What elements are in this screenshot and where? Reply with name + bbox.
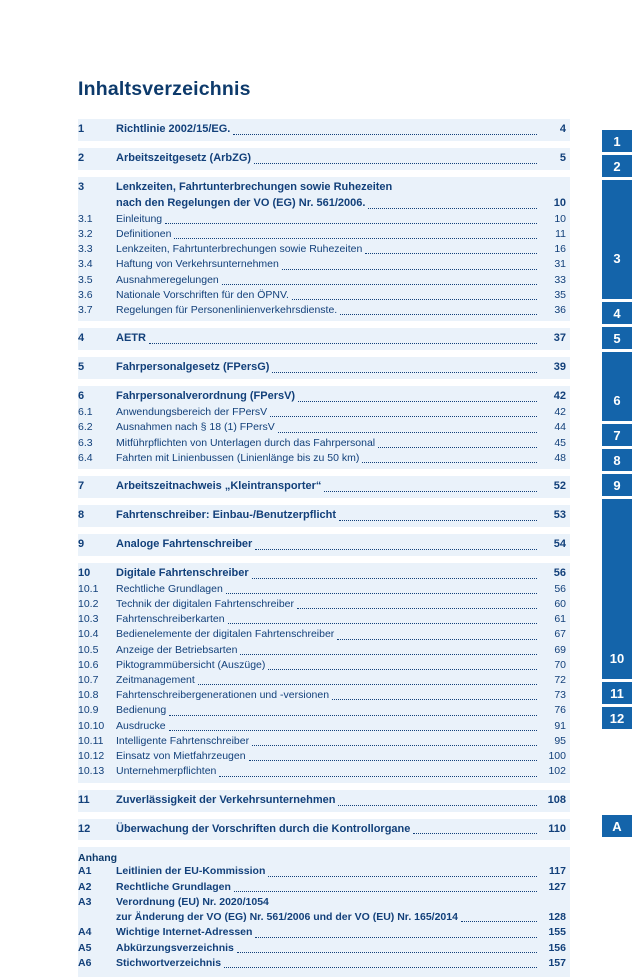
toc-section-12 [78,819,570,841]
toc-label-cont: zur Änderung der VO (EG) Nr. 561/2006 und der VO (EU) Nr. 165/2014 [116,911,458,924]
leader-dots [365,252,537,254]
tab-12[interactable]: 12 [602,707,632,729]
toc-number: 9 [78,537,85,550]
toc-label: Einsatz von Mietfahrzeugen [116,750,246,763]
toc-label: Fahrtenschreibergenerationen und -versionen [116,689,330,702]
leader-dots [338,804,537,806]
leader-dots [272,371,537,373]
toc-number: 3.6 [78,288,93,301]
leader-dots [254,162,537,164]
toc-page: 127 [548,880,566,893]
toc-section-4 [78,328,570,350]
leader-dots [252,744,537,746]
toc-page: 155 [548,926,566,939]
leader-dots [368,207,537,209]
toc-label: Rechtliche Grundlagen [116,582,223,595]
toc-number: 4 [78,332,85,345]
toc-label: Leitlinien der EU-Kommission [116,865,266,878]
leader-dots [339,519,537,521]
toc-number: 11 [78,793,90,806]
leader-dots [174,237,537,239]
toc-page: 56 [554,582,566,595]
toc-row[interactable] [78,303,566,318]
leader-dots [169,729,537,731]
toc-label: Richtlinie 2002/15/EG. [116,123,231,135]
toc-row[interactable] [78,612,566,627]
toc-number: 10.3 [78,613,99,626]
toc-page: 53 [553,508,566,521]
toc-label: Ausnahmeregelungen [116,273,219,286]
toc-label: Stichwortverzeichnis [116,956,222,969]
toc-row[interactable] [78,508,566,524]
toc-page: 60 [554,597,566,610]
toc-page: 117 [549,865,566,878]
leader-dots [237,951,537,953]
toc-label: Analoge Fahrtenschreiber [116,537,253,550]
toc-number: 10 [78,566,91,579]
toc-row[interactable] [78,764,566,779]
toc-row[interactable] [78,180,566,212]
toc-number: 10.5 [78,643,99,656]
toc-page: 128 [548,911,566,924]
toc-row[interactable] [78,941,566,956]
leader-dots [461,920,537,922]
toc-label: Anzeige der Betriebsarten [116,643,238,656]
leader-dots [268,668,537,670]
page-title: Inhaltsverzeichnis [78,78,251,100]
toc-label: Fahrtenschreiber: Einbau-/Benutzerpflicht [116,508,337,521]
tab-7[interactable]: 7 [602,424,632,446]
toc-label: Überwachung der Vorschriften durch die Kontrollorgane [116,822,411,835]
tab-10[interactable]: 10 [602,647,632,669]
toc-section-10 [78,563,570,783]
toc-row[interactable] [78,925,566,940]
toc-row[interactable] [78,420,566,435]
toc-label: Digitale Fahrtenschreiber [116,566,249,579]
toc-page: 33 [554,273,566,286]
toc-page: 67 [554,628,566,641]
toc-page: 95 [554,734,566,747]
toc-label: Ausdrucke [116,719,166,732]
toc-number: 6.4 [78,451,93,464]
toc-label: Technik der digitalen Fahrtenschreiber [116,597,295,610]
leader-dots [378,446,537,448]
toc-section-anhang [78,847,570,977]
tab-spacer [602,729,632,815]
toc-row[interactable] [78,242,566,257]
tab-a[interactable]: A [602,815,632,837]
toc-number: A3 [78,895,92,908]
toc-number: 10.10 [78,719,105,732]
tab-spacer [602,180,632,247]
leader-dots [228,622,537,624]
toc-row[interactable] [78,451,566,466]
toc-number: 12 [78,822,91,835]
toc-row[interactable] [78,673,566,688]
toc-label: Bedienelemente der digitalen Fahrtenschreiber [116,628,335,641]
leader-dots [268,875,537,877]
toc-number: 3.3 [78,243,93,256]
toc-label: Zeitmanagement [116,674,195,687]
toc-row[interactable] [78,793,566,809]
toc-page: 10 [554,212,566,225]
toc-number: 10.1 [78,582,99,595]
toc-label: Fahrtenschreiberkarten [116,613,225,626]
toc-row[interactable] [78,405,566,420]
toc-row[interactable] [78,658,566,673]
leader-dots [282,268,537,270]
toc-label: Piktogrammübersicht (Auszüge) [116,658,266,671]
toc-label: Fahrpersonalverordnung (FPersV) [116,390,296,403]
toc-number: 10.9 [78,704,99,717]
toc-page: 39 [553,361,566,374]
toc-label: Haftung von Verkehrsunternehmen [116,258,279,271]
toc-row[interactable] [78,822,566,838]
thumb-index-tabs [602,130,632,837]
toc-section-6 [78,386,570,469]
toc-row[interactable] [78,597,566,612]
toc-label: Verordnung (EU) Nr. 2020/1054 [116,895,269,908]
toc-number: A4 [78,926,92,939]
toc-label: Lenkzeiten, Fahrtunterbrechungen sowie Ruhezeiten [116,180,393,193]
toc-number: 3 [78,180,85,193]
toc-page: 110 [548,822,566,835]
toc-row[interactable] [78,436,566,451]
toc-row[interactable] [78,479,566,495]
leader-dots [255,936,537,938]
tab-8[interactable]: 8 [602,449,632,471]
toc-number: 8 [78,508,85,521]
toc-label: Bedienung [116,704,167,717]
leader-dots [298,400,537,402]
toc-row[interactable] [78,389,566,405]
toc-page: 54 [553,537,566,550]
toc-page: 4 [559,123,566,135]
toc-page: 91 [554,719,566,732]
toc-number: 3.7 [78,304,93,317]
toc-label: AETR [116,332,146,345]
toc-label: Abkürzungsverzeichnis [116,941,234,954]
toc-number: 10.11 [78,734,104,747]
toc-label: Intelligente Fahrtenschreiber [116,734,250,747]
toc-label: Anwendungsbereich der FPersV [116,406,268,419]
tab-11[interactable]: 11 [602,682,632,704]
leader-dots [226,592,537,594]
toc-page: 70 [554,658,566,671]
tab-9[interactable]: 9 [602,474,632,496]
toc-page: 42 [554,406,566,419]
toc-label: Lenkzeiten, Fahrtunterbrechungen sowie Ruhezeiten [116,243,363,256]
toc-number: A6 [78,956,92,969]
toc-page: 31 [554,258,566,271]
tab-1[interactable]: 1 [602,130,632,152]
toc-row[interactable] [78,703,566,718]
toc-row[interactable] [78,257,566,272]
leader-dots [278,431,537,433]
toc-row[interactable] [78,864,566,879]
leader-dots [224,966,537,968]
toc-number: 10.6 [78,658,99,671]
toc-label-cont: nach den Regelungen der VO (EG) Nr. 561/2006. [116,196,366,209]
leader-dots [292,298,537,300]
leader-dots [169,714,537,716]
toc-number: 10.7 [78,674,99,687]
toc-row[interactable] [78,151,566,167]
leader-dots [234,890,537,892]
toc-label: Definitionen [116,227,172,240]
toc-number: A2 [78,880,92,893]
toc-section-7 [78,476,570,498]
tab-3[interactable]: 3 [602,247,632,269]
toc-label: Einleitung [116,212,163,225]
tab-2[interactable]: 2 [602,155,632,177]
leader-dots [198,683,537,685]
leader-dots [270,415,537,417]
toc-page: 100 [548,750,566,763]
toc-page: 69 [554,643,566,656]
toc-number: 6.1 [78,406,93,419]
toc-number: 10.8 [78,689,99,702]
toc-row[interactable] [78,627,566,642]
toc-page: 35 [554,288,566,301]
toc-page: 108 [547,793,566,806]
toc-page: 11 [555,227,566,240]
toc-page: 36 [554,304,566,317]
anhang-heading: Anhang [78,852,118,865]
toc-row[interactable] [78,566,566,582]
toc-row[interactable] [78,537,566,553]
toc-label: Arbeitszeitnachweis „Kleintransporter“ [116,479,322,492]
toc-page: 156 [548,941,566,954]
leader-dots [219,775,537,777]
toc-label: Unternehmerpflichten [116,765,217,778]
toc-row[interactable] [78,582,566,597]
toc-label: Fahrpersonalgesetz (FPersG) [116,361,270,374]
tab-4[interactable]: 4 [602,302,632,324]
toc-row[interactable] [78,688,566,703]
toc-container [78,78,570,977]
leader-dots [240,653,537,655]
leader-dots [252,577,537,579]
toc-label: Fahrten mit Linienbussen (Linienlänge bis zu 50 km) [116,451,360,464]
leader-dots [165,222,537,224]
toc-row[interactable] [78,288,566,303]
toc-page: 44 [554,421,566,434]
toc-label: Zuverlässigkeit der Verkehrsunternehmen [116,793,336,806]
toc-row[interactable] [78,749,566,764]
leader-dots [340,313,537,315]
leader-dots [337,638,537,640]
toc-page: 73 [554,689,566,702]
leader-dots [149,342,537,344]
leader-dots [222,283,537,285]
toc-page: 56 [553,566,566,579]
toc-section-8 [78,505,570,527]
toc-row[interactable] [78,895,566,925]
toc-row[interactable] [78,227,566,242]
toc-page: 16 [554,243,566,256]
toc-row[interactable] [78,734,566,749]
toc-section-3 [78,177,570,321]
toc-number: A5 [78,941,92,954]
toc-page: 72 [554,674,566,687]
leader-dots [413,832,537,834]
leader-dots [249,759,537,761]
toc-label: Rechtliche Grundlagen [116,880,231,893]
toc-row[interactable] [78,331,566,347]
tab-spacer [602,669,632,679]
leader-dots [255,548,537,550]
toc-section-2 [78,148,570,170]
toc-number: 10.12 [78,750,105,763]
toc-number: 6.3 [78,436,93,449]
toc-page: 157 [548,956,566,969]
tab-spacer [602,499,632,647]
toc-page: 48 [554,451,566,464]
toc-number: 3.4 [78,258,93,271]
tab-spacer [602,269,632,299]
toc-label: Ausnahmen nach § 18 (1) FPersV [116,421,275,434]
toc-number: 3.1 [78,212,93,225]
toc-page: 102 [548,765,566,778]
toc-number: 10.13 [78,765,105,778]
toc-number: 6 [78,390,85,403]
toc-number: A1 [78,865,92,878]
tab-6[interactable]: 6 [602,389,632,411]
toc-row[interactable] [78,273,566,288]
toc-section-5 [78,357,570,379]
toc-row[interactable] [78,212,566,227]
leader-dots [233,133,537,135]
leader-dots [297,607,537,609]
toc-page: 52 [553,479,566,492]
toc-number: 10.2 [78,597,99,610]
toc-page: 76 [554,704,566,717]
toc-row[interactable] [78,122,566,138]
toc-label: Nationale Vorschriften für den ÖPNV. [116,288,289,301]
toc-number: 10.4 [78,628,99,641]
leader-dots [324,490,537,492]
leader-dots [362,461,537,463]
toc-page: 5 [559,151,566,164]
toc-label: Wichtige Internet-Adressen [116,926,253,939]
toc-number: 2 [78,151,85,164]
toc-number: 1 [78,123,85,135]
toc-page: 37 [553,332,566,345]
toc-page: 10 [553,196,566,209]
toc-number: 6.2 [78,421,93,434]
toc-row[interactable] [78,956,566,971]
toc-number: 3.5 [78,273,93,286]
toc-number: 3.2 [78,227,93,240]
toc-page: 61 [554,613,566,626]
toc-section-11 [78,790,570,812]
toc-number: 5 [78,361,85,374]
tab-spacer [602,352,632,389]
toc-row[interactable] [78,880,566,895]
toc-row[interactable] [78,719,566,734]
toc-page: 45 [554,436,566,449]
toc-label: Arbeitszeitgesetz (ArbZG) [116,151,252,164]
tab-5[interactable]: 5 [602,327,632,349]
leader-dots [332,698,537,700]
toc-row[interactable] [78,643,566,658]
toc-page: 42 [553,390,566,403]
toc-section-9 [78,534,570,556]
toc-label: Regelungen für Personenlinienverkehrsdienste. [116,304,338,317]
toc-section-1 [78,119,570,141]
toc-label: Mitführpflichten von Unterlagen durch das Fahrpersonal [116,436,376,449]
toc-row[interactable] [78,360,566,376]
tab-spacer [602,411,632,421]
toc-number: 7 [78,479,85,492]
